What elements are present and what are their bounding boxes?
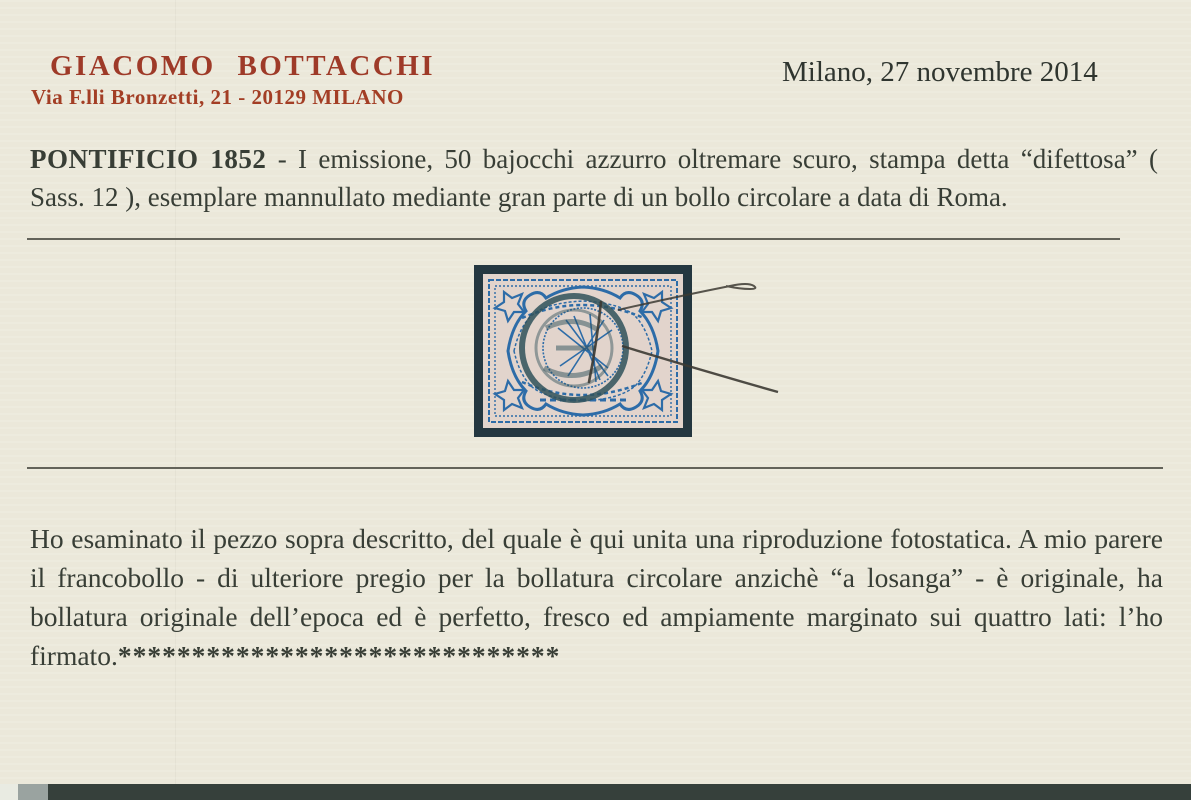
expert-opinion (30, 519, 1163, 675)
stamp-illustration (470, 262, 800, 447)
divider-bottom (27, 467, 1163, 469)
expert-address: Via F.lli Bronzetti, 21 - 20129 MILANO (31, 85, 404, 109)
expert-name: GIACOMO BOTTACCHI (50, 50, 436, 82)
stamp-description-title: PONTIFICIO 1852 (30, 144, 267, 174)
stamp-description-body: - I emissione, 50 bajocchi azzurro oltremare scuro, stampa detta “difettosa” ( Sass. 12 ), esemplare mannullato mediante gran parte di un bollo circolare a data di Roma. (30, 144, 1158, 212)
mat-edge-gray (18, 784, 48, 800)
divider-top (27, 238, 1120, 240)
fill-asterisks: ****************************** (117, 639, 561, 671)
mat-edge-dark (48, 784, 1191, 800)
stamp-photo (470, 262, 800, 447)
dateline: Milano, 27 novembre 2014 (782, 56, 1098, 88)
expert-opinion-text: Ho esaminato il pezzo sopra descritto, del quale è qui unita una riproduzione fotostatica. A mio parere il francobollo - di ulteriore pregio per la bollatura circolare anzichè “a losanga” - è originale, ha bollatura originale dell’epoca ed è perfetto, fresco ed ampiamente marginato sui quattro lati: l’ho firmato. (30, 522, 1163, 671)
stamp-description (30, 140, 1158, 216)
mat-edge-light (0, 784, 18, 800)
